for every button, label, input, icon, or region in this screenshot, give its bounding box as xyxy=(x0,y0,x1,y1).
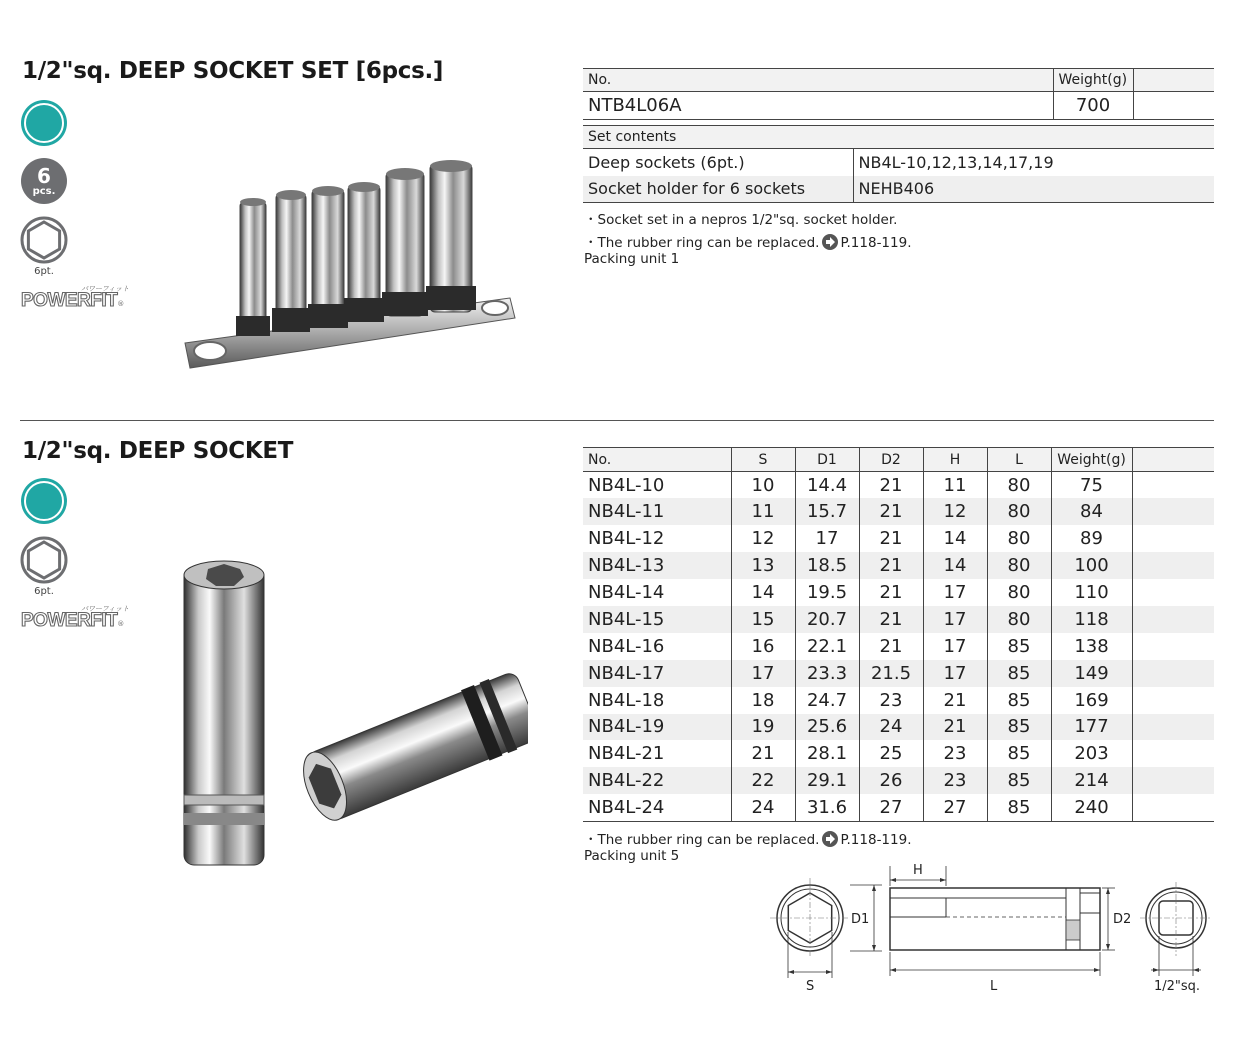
col-no-header: No. xyxy=(583,69,1053,92)
table-row xyxy=(583,794,1214,821)
table-row xyxy=(583,633,1214,660)
cell-d2: 21 xyxy=(859,633,923,660)
pieces-label: pcs. xyxy=(32,185,56,197)
cell-l: 80 xyxy=(987,606,1051,633)
cell-weight: 118 xyxy=(1051,606,1132,633)
set-packing-unit: Packing unit 1 xyxy=(584,251,680,267)
powerfit-reg: ® xyxy=(117,620,125,628)
cell-d1: 15.7 xyxy=(795,498,859,525)
cell-l: 80 xyxy=(987,498,1051,525)
cell-no: NB4L-22 xyxy=(583,767,731,794)
cell-d2: 24 xyxy=(859,714,923,741)
set-table-header xyxy=(583,69,1214,92)
cell-weight: 203 xyxy=(1051,740,1132,767)
powerfit-reg: ® xyxy=(117,300,125,308)
cell-s: 13 xyxy=(731,552,795,579)
table-row xyxy=(583,498,1214,525)
six-point-hex-icon xyxy=(20,216,68,277)
table-row xyxy=(583,660,1214,687)
table-row xyxy=(583,767,1214,794)
cell-l: 80 xyxy=(987,552,1051,579)
powerfit-logo xyxy=(21,605,130,632)
cell-d2: 21.5 xyxy=(859,660,923,687)
cell-weight: 138 xyxy=(1051,633,1132,660)
page-ref-arrow-icon xyxy=(822,234,838,250)
table-row xyxy=(583,552,1214,579)
lying-socket xyxy=(294,669,528,828)
col-header-d2: D2 xyxy=(859,448,923,472)
socket-table-header xyxy=(583,448,1214,472)
cell-l: 80 xyxy=(987,579,1051,606)
standing-socket xyxy=(184,561,264,865)
cell-h: 23 xyxy=(923,740,987,767)
socket-set-photo xyxy=(180,158,520,373)
cell-weight: 240 xyxy=(1051,794,1132,821)
table-row xyxy=(583,714,1214,741)
cell-d1: 31.6 xyxy=(795,794,859,821)
dim-label-d1: D1 xyxy=(851,912,870,927)
pieces-number: 6 xyxy=(37,163,51,188)
page-ref-arrow-icon xyxy=(822,831,838,847)
cell-s: 10 xyxy=(731,472,795,499)
powerfit-logo xyxy=(21,285,130,312)
six-point-hex-icon xyxy=(20,536,68,597)
cell-d1: 18.5 xyxy=(795,552,859,579)
socket-2 xyxy=(272,190,310,332)
set-spec-table xyxy=(583,68,1214,120)
col-header-l: L xyxy=(987,448,1051,472)
cell-weight: 100 xyxy=(1051,552,1132,579)
hex-label: 6pt. xyxy=(34,586,54,597)
set-title: 1/2"sq. DEEP SOCKET SET [6pcs.] xyxy=(22,58,444,84)
cell-s: 15 xyxy=(731,606,795,633)
cell-d2: 26 xyxy=(859,767,923,794)
cell-h: 11 xyxy=(923,472,987,499)
hex-label: 6pt. xyxy=(34,266,54,277)
cell-l: 85 xyxy=(987,687,1051,714)
cell-h: 21 xyxy=(923,687,987,714)
cell-d1: 20.7 xyxy=(795,606,859,633)
cell-h: 14 xyxy=(923,552,987,579)
side-view xyxy=(850,863,1131,994)
cell-weight: 110 xyxy=(1051,579,1132,606)
cell-h: 14 xyxy=(923,525,987,552)
rear-view xyxy=(1140,882,1210,994)
cell-no: NB4L-10 xyxy=(588,474,665,496)
set-contents-row xyxy=(583,149,1214,176)
cell-weight: 75 xyxy=(1051,472,1132,499)
cell-d1: 28.1 xyxy=(795,740,859,767)
cell-d1: 19.5 xyxy=(795,579,859,606)
badge-drive-size xyxy=(0,110,360,124)
cell-d2: 21 xyxy=(859,579,923,606)
badge-drive-unit xyxy=(0,125,360,136)
socket-title: 1/2"sq. DEEP SOCKET xyxy=(22,438,294,464)
cell-d2: 27 xyxy=(859,794,923,821)
cell-s: 19 xyxy=(731,714,795,741)
socket-5 xyxy=(382,168,428,316)
socket-3 xyxy=(308,186,348,328)
dim-label-d2: D2 xyxy=(1113,912,1132,927)
cell-weight: 177 xyxy=(1051,714,1132,741)
badge-drive-size xyxy=(0,488,360,502)
cell-s: 21 xyxy=(731,740,795,767)
half-inch-drive-badge xyxy=(21,100,67,146)
half-inch-drive-badge xyxy=(21,478,67,524)
col-header-h: H xyxy=(923,448,987,472)
dimension-diagram xyxy=(770,860,1210,1000)
set-note-rubber-ring-text: ・The rubber ring can be replaced. xyxy=(584,235,820,251)
cell-l: 85 xyxy=(987,633,1051,660)
cell-h: 17 xyxy=(923,579,987,606)
cell-l: 80 xyxy=(987,525,1051,552)
cell-d2: 21 xyxy=(859,606,923,633)
cell-no: NB4L-16 xyxy=(588,635,665,657)
cell-l: 85 xyxy=(987,767,1051,794)
table-row xyxy=(583,687,1214,714)
set-contents-table xyxy=(583,125,1214,203)
cell-s: 18 xyxy=(731,687,795,714)
cell-no: NB4L-24 xyxy=(583,794,731,821)
set-contents-row xyxy=(583,176,1214,203)
set-note-rubber-ring xyxy=(584,231,912,251)
socket-4 xyxy=(344,182,384,322)
contents-value: NB4L-10,12,13,14,17,19 xyxy=(853,149,1214,176)
socket-note-rubber-ring xyxy=(584,828,912,848)
powerfit-word: POWERFIT xyxy=(21,610,118,631)
cell-h: 21 xyxy=(923,714,987,741)
cell-no: NB4L-21 xyxy=(588,743,665,765)
cell-d1: 29.1 xyxy=(795,767,859,794)
cell-s: 12 xyxy=(731,525,795,552)
cell-weight: 89 xyxy=(1051,525,1132,552)
cell-weight: 214 xyxy=(1051,767,1132,794)
cell-no: NB4L-18 xyxy=(588,689,665,711)
table-row xyxy=(583,579,1214,606)
socket-note-page-ref[interactable]: P.118-119. xyxy=(840,832,912,848)
cell-h: 17 xyxy=(923,660,987,687)
powerfit-kana: パワーフィット xyxy=(81,285,130,293)
socket-spec-table xyxy=(583,447,1214,822)
cell-weight: 149 xyxy=(1051,660,1132,687)
cell-no: NB4L-15 xyxy=(583,606,731,633)
socket-6 xyxy=(426,160,476,312)
cell-d1: 22.1 xyxy=(795,633,859,660)
cell-d1: 25.6 xyxy=(795,714,859,741)
cell-weight: 84 xyxy=(1051,498,1132,525)
table-row xyxy=(583,525,1214,552)
table-row xyxy=(583,740,1214,767)
cell-h: 23 xyxy=(923,767,987,794)
set-contents-header: Set contents xyxy=(583,126,1214,149)
table-row xyxy=(583,606,1214,633)
socket-note-rubber-ring-text: ・The rubber ring can be replaced. xyxy=(584,832,820,848)
cell-d2: 21 xyxy=(859,472,923,499)
cell-h: 12 xyxy=(923,498,987,525)
cell-l: 85 xyxy=(987,794,1051,821)
cell-l: 85 xyxy=(987,740,1051,767)
deep-socket-photo xyxy=(178,555,528,870)
table-row xyxy=(583,472,1214,499)
set-note-holder: ・Socket set in a nepros 1/2"sq. socket holder. xyxy=(584,212,898,228)
cell-s: 24 xyxy=(731,794,795,821)
socket-packing-unit: Packing unit 5 xyxy=(584,848,680,864)
badge-drive-unit xyxy=(0,503,360,514)
pieces-count-badge xyxy=(21,158,67,204)
contents-item: Socket holder for 6 sockets xyxy=(583,176,853,203)
set-note-page-ref[interactable]: P.118-119. xyxy=(840,235,912,251)
set-weight: 700 xyxy=(1053,92,1133,120)
cell-no: NB4L-14 xyxy=(588,582,665,603)
socket-1 xyxy=(236,198,270,336)
set-part-number: NTB4L06A xyxy=(583,92,1053,120)
cell-d1: 24.7 xyxy=(795,687,859,714)
cell-no: NB4L-13 xyxy=(583,552,731,579)
cell-no: NB4L-17 xyxy=(583,660,731,687)
cell-h: 17 xyxy=(923,633,987,660)
cell-s: 14 xyxy=(731,579,795,606)
cell-d1: 17 xyxy=(795,525,859,552)
col-header-s: S xyxy=(731,448,795,472)
dim-label-drive: 1/2"sq. xyxy=(1154,979,1201,994)
dim-label-h: H xyxy=(913,863,923,878)
dim-label-s: S xyxy=(806,979,815,994)
cell-h: 27 xyxy=(923,794,987,821)
set-contents-header-row xyxy=(583,126,1214,149)
cell-d2: 23 xyxy=(859,687,923,714)
cell-l: 80 xyxy=(987,472,1051,499)
cell-s: 22 xyxy=(731,767,795,794)
dim-label-l: L xyxy=(990,979,998,994)
cell-s: 11 xyxy=(731,498,795,525)
front-view xyxy=(770,878,850,994)
cell-d1: 14.4 xyxy=(795,472,859,499)
contents-item: Deep sockets (6pt.) xyxy=(588,152,745,172)
cell-d2: 25 xyxy=(859,740,923,767)
cell-h: 17 xyxy=(923,606,987,633)
powerfit-kana: パワーフィット xyxy=(81,605,130,613)
cell-no: NB4L-12 xyxy=(588,528,665,550)
set-table-row xyxy=(583,92,1214,120)
cell-d2: 21 xyxy=(859,498,923,525)
section-divider xyxy=(20,420,1214,421)
cell-no: NB4L-11 xyxy=(583,498,731,525)
cell-s: 17 xyxy=(731,660,795,687)
cell-d2: 21 xyxy=(859,525,923,552)
col-header-no: No. xyxy=(583,448,731,472)
cell-d2: 21 xyxy=(859,552,923,579)
cell-weight: 169 xyxy=(1051,687,1132,714)
cell-s: 16 xyxy=(731,633,795,660)
col-header-d1: D1 xyxy=(795,448,859,472)
col-header-weight: Weight(g) xyxy=(1051,448,1132,472)
cell-l: 85 xyxy=(987,714,1051,741)
powerfit-word: POWERFIT xyxy=(21,290,118,311)
cell-no: NB4L-19 xyxy=(583,714,731,741)
cell-d1: 23.3 xyxy=(795,660,859,687)
contents-value: NEHB406 xyxy=(853,176,1214,203)
cell-l: 85 xyxy=(987,660,1051,687)
col-weight-header: Weight(g) xyxy=(1053,69,1133,92)
